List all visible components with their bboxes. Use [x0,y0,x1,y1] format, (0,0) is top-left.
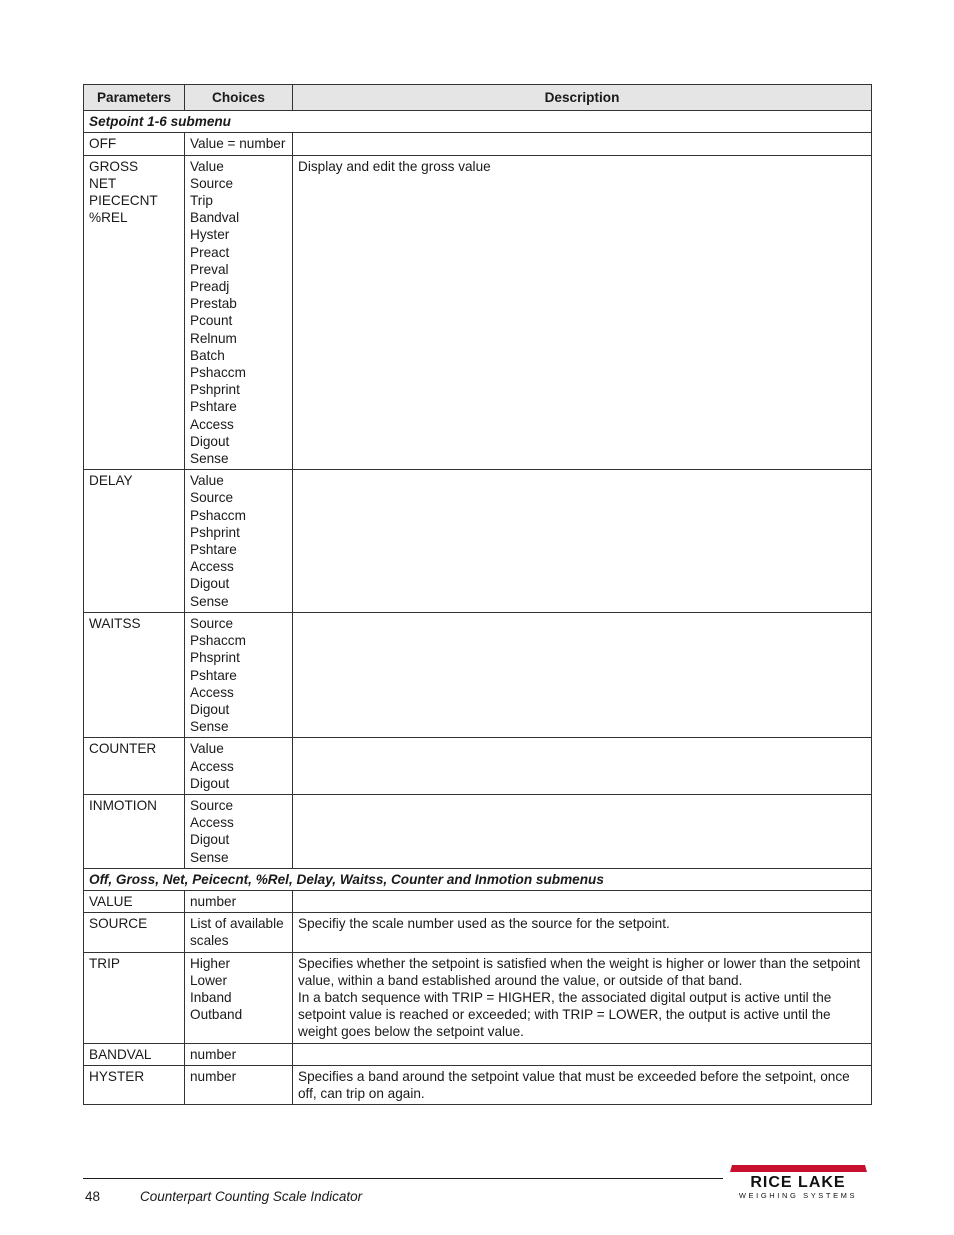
choices-cell-line: Lower [190,972,228,988]
choices-cell-line: Pshaccm [190,365,246,381]
section-setpoint-parameters-title: Off, Gross, Net, Peicecnt, %Rel, Delay, Waitss, Counter and Inmotion submenus [84,868,872,890]
choices-cell-line: Access [190,416,234,432]
choices-cell [185,794,293,868]
table-row [84,794,872,868]
parameter-cell [84,470,185,613]
table-row [84,890,872,912]
parameter-cell [84,612,185,737]
choices-cell-line: Bandval [190,210,240,226]
choices-cell-line: Digout [190,701,230,717]
choices-cell-line: Source [190,797,234,813]
parameter-cell [84,155,185,470]
description-cell: Specifies whether the setpoint is satisfied when the weight is higher or lower than the setpoint value, within a band established around the value, or outside of that band. In a batch sequence with TRIP = HIGHER, the associated digital output is active until the setpoint value is reached or exceeded; with TRIP = LOWER, the output is active until the weight goes below the setpoint value. [293,952,872,1043]
choices-cell [185,952,293,1043]
choices-cell-line: Prestab [190,296,237,312]
choices-cell-line: Access [190,684,234,700]
parameter-cell [84,952,185,1043]
choices-cell-line: Phsprint [190,650,240,666]
choices-cell-line: Source [190,175,234,191]
choices-cell-line: Pshprint [190,524,240,540]
svg-text:WEIGHING SYSTEMS: WEIGHING SYSTEMS [738,1191,858,1200]
table-header-row [84,85,872,111]
choices-cell-line: Pshaccm [190,507,246,523]
table-row [84,470,872,613]
choices-cell-line: Sense [190,451,229,467]
table-row [84,738,872,795]
choices-cell-line: Pshaccm [190,633,246,649]
choices-cell-line: Relnum [190,330,237,346]
parameter-cell-line: SOURCE [89,916,148,932]
description-cell [293,1043,872,1065]
choices-cell-line: Pshtare [190,667,237,683]
choices-cell-line: List of available scales [190,916,284,949]
choices-cell-line: Access [190,758,234,774]
parameter-cell-line: PIECECNT [89,193,158,209]
choices-cell-line: Preval [190,261,229,277]
choices-cell-line: Higher [190,955,231,971]
choices-cell-line: Pshtare [190,399,237,415]
choices-cell-line: Pcount [190,313,233,329]
choices-cell-line: Value [190,741,224,757]
description-cell [293,470,872,613]
choices-cell [185,738,293,795]
choices-cell-line: Source [190,615,234,631]
parameter-cell-line: VALUE [89,893,133,909]
parameter-cell-line: COUNTER [89,741,157,757]
choices-cell-line: number [190,1046,237,1062]
parameter-cell [84,1043,185,1065]
choices-cell [185,133,293,155]
choices-cell-line: Outband [190,1007,243,1023]
choices-cell-line: Pshprint [190,382,240,398]
section-setpoint-parameters [84,868,872,890]
footer-rule [83,1178,723,1179]
choices-cell-line: Pshtare [190,542,237,558]
parameter-cell-line: DELAY [89,473,133,489]
description-cell [293,738,872,795]
description-cell [293,794,872,868]
choices-cell [185,470,293,613]
rice-lake-logo [727,1165,870,1201]
choices-cell [185,612,293,737]
description-cell: Display and edit the gross value [293,155,872,470]
description-cell [293,612,872,737]
description-cell [293,890,872,912]
parameter-cell [84,913,185,952]
parameter-cell-line: WAITSS [89,615,141,631]
page-number: 48 [85,1189,101,1204]
choices-cell-line: Sense [190,719,229,735]
choices-cell-line: Digout [190,433,230,449]
choices-cell-line: Batch [190,347,225,363]
parameter-cell-line: GROSS [89,158,139,174]
document-title: Counterpart Counting Scale Indicator [140,1189,363,1204]
parameter-cell [84,738,185,795]
choices-cell-line: Sense [190,593,229,609]
table-row [84,155,872,470]
parameter-cell-line: OFF [89,136,117,152]
description-cell: Specifiy the scale number used as the source for the setpoint. [293,913,872,952]
parameters-table [83,84,872,1105]
choices-cell [185,1065,293,1104]
parameter-table [83,84,871,1105]
choices-cell-line: number [190,893,237,909]
choices-cell-line: Source [190,490,234,506]
choices-cell-line: Value = number [190,136,286,152]
choices-cell-line: Hyster [190,227,230,243]
table-row [84,913,872,952]
table-row [84,1043,872,1065]
header-parameters: Parameters [84,85,185,111]
choices-cell-line: Digout [190,832,230,848]
table-row [84,952,872,1043]
parameter-cell-line: NET [89,175,117,191]
parameter-cell [84,794,185,868]
choices-cell-line: Inband [190,989,232,1005]
choices-cell [185,1043,293,1065]
section-setpoint-submenu [84,111,872,133]
header-choices: Choices [185,85,293,111]
choices-cell-line: Value [190,158,224,174]
description-cell [293,133,872,155]
parameter-cell-line: %REL [89,210,128,226]
parameter-cell-line: INMOTION [89,797,157,813]
choices-cell-line: number [190,1068,237,1084]
parameter-cell-line: HYSTER [89,1068,145,1084]
table-row [84,133,872,155]
choices-cell [185,913,293,952]
choices-cell-line: Value [190,473,224,489]
parameter-cell [84,890,185,912]
description-cell: Specifies a band around the setpoint value that must be exceeded before the setpoint, once off, can trip on again. [293,1065,872,1104]
choices-cell-line: Digout [190,576,230,592]
svg-text:RICE LAKE: RICE LAKE [750,1174,846,1191]
choices-cell [185,890,293,912]
section-setpoint-submenu-title: Setpoint 1-6 submenu [84,111,872,133]
choices-cell-line: Access [190,815,234,831]
choices-cell-line: Preact [190,244,230,260]
choices-cell-line: Preadj [190,279,230,295]
choices-cell-line: Sense [190,849,229,865]
choices-cell [185,155,293,470]
table-row [84,612,872,737]
parameter-cell [84,133,185,155]
choices-cell-line: Access [190,559,234,575]
header-description: Description [293,85,872,111]
table-row [84,1065,872,1104]
parameter-cell-line: TRIP [89,955,120,971]
choices-cell-line: Trip [190,193,213,209]
choices-cell-line: Digout [190,775,230,791]
parameter-cell-line: BANDVAL [89,1046,152,1062]
parameter-cell [84,1065,185,1104]
